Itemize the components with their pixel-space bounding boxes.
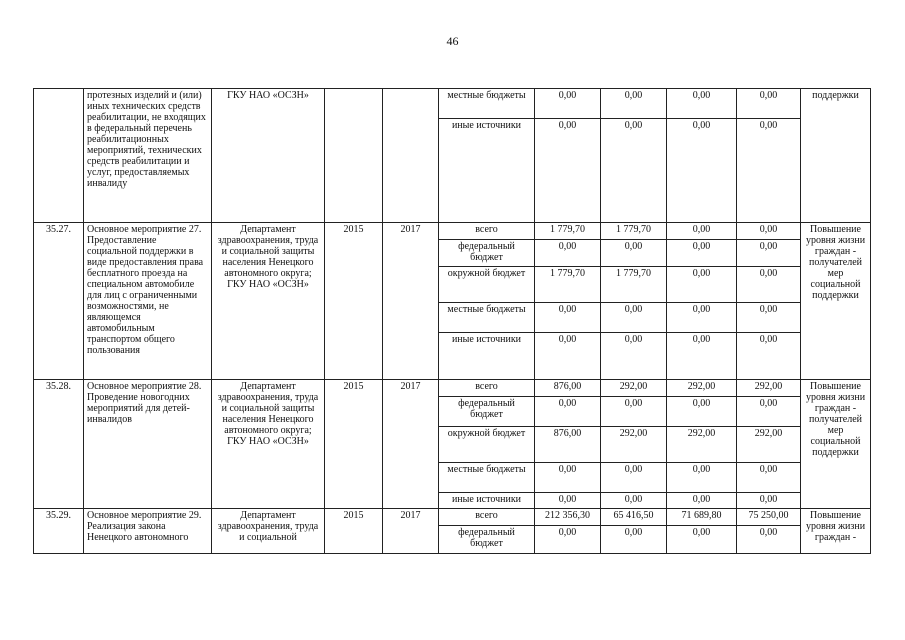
year-end-cell: 2017 [383,509,439,554]
row-number-cell: 35.29. [34,509,84,554]
amount-total-cell: 0,00 [535,303,601,333]
funding-source-cell: иные источники [439,333,535,380]
amount-2017-cell: 0,00 [737,223,801,240]
funding-source-cell: всего [439,509,535,526]
measure-description-cell: Основное мероприятие 29. Реализация закона Ненецкого автономного [84,509,212,554]
funding-source-cell: окружной бюджет [439,267,535,303]
funding-source-cell: местные бюджеты [439,89,535,119]
measures-table [33,88,871,554]
amount-2015-cell: 1 779,70 [601,267,667,303]
page-number: 46 [446,34,459,48]
year-end-cell: 2017 [383,380,439,509]
amount-2015-cell: 0,00 [601,526,667,554]
funding-source-cell: окружной бюджет [439,427,535,463]
amount-total-cell: 0,00 [535,493,601,509]
funding-source-cell: иные источники [439,119,535,223]
amount-2015-cell: 0,00 [601,463,667,493]
table-row [34,89,871,119]
amount-total-cell: 1 779,70 [535,223,601,240]
table-row [34,380,871,397]
funding-source-cell: иные источники [439,493,535,509]
amount-2017-cell: 292,00 [737,427,801,463]
amount-total-cell: 0,00 [535,526,601,554]
table-body [34,89,871,554]
row-number-cell: 35.28. [34,380,84,509]
amount-2015-cell: 0,00 [601,397,667,427]
year-end-cell [383,89,439,223]
amount-2017-cell: 0,00 [737,89,801,119]
amount-2017-cell: 0,00 [737,240,801,267]
executor-cell: Департамент здравоохранения, труда и социальной защиты населения Ненецкого автономного округа; ГКУ НАО «ОСЗН» [212,223,325,380]
expected-result-cell: Повышение уровня жизни граждан - получателей мер социальной поддержки [801,380,871,509]
amount-2015-cell: 0,00 [601,89,667,119]
amount-total-cell: 0,00 [535,463,601,493]
expected-result-cell: поддержки [801,89,871,223]
amount-2016-cell: 0,00 [667,223,737,240]
amount-2017-cell: 0,00 [737,267,801,303]
amount-2015-cell: 0,00 [601,119,667,223]
amount-2016-cell: 292,00 [667,427,737,463]
amount-2016-cell: 71 689,80 [667,509,737,526]
year-start-cell: 2015 [325,509,383,554]
amount-2017-cell: 292,00 [737,380,801,397]
amount-2015-cell: 292,00 [601,380,667,397]
expected-result-cell: Повышение уровня жизни граждан - [801,509,871,554]
year-end-cell: 2017 [383,223,439,380]
row-number-cell: 35.27. [34,223,84,380]
amount-2017-cell: 75 250,00 [737,509,801,526]
executor-cell: Департамент здравоохранения, труда и социальной защиты населения Ненецкого автономного округа; ГКУ НАО «ОСЗН» [212,380,325,509]
table-row [34,223,871,240]
amount-2017-cell: 0,00 [737,397,801,427]
amount-total-cell: 876,00 [535,427,601,463]
amount-2015-cell: 0,00 [601,303,667,333]
amount-total-cell: 0,00 [535,333,601,380]
funding-source-cell: федеральный бюджет [439,240,535,267]
executor-cell: Департамент здравоохранения, труда и социальной [212,509,325,554]
amount-total-cell: 212 356,30 [535,509,601,526]
amount-total-cell: 0,00 [535,119,601,223]
year-start-cell [325,89,383,223]
amount-2015-cell: 292,00 [601,427,667,463]
amount-2015-cell: 0,00 [601,493,667,509]
amount-2016-cell: 292,00 [667,380,737,397]
amount-2016-cell: 0,00 [667,333,737,380]
funding-source-cell: федеральный бюджет [439,397,535,427]
funding-source-cell: федеральный бюджет [439,526,535,554]
funding-source-cell: всего [439,223,535,240]
measure-description-cell: Основное мероприятие 27. Предоставление социальной поддержки в виде предоставления права бесплатного проезда на специальном автомобиле для лиц с ограниченными возможностями, не являющемся автомобильным транспортом общего пользования [84,223,212,380]
funding-source-cell: всего [439,380,535,397]
amount-2016-cell: 0,00 [667,240,737,267]
amount-2016-cell: 0,00 [667,119,737,223]
amount-2015-cell: 0,00 [601,240,667,267]
measure-description-cell: Основное мероприятие 28. Проведение новогодних мероприятий для детей-инвалидов [84,380,212,509]
amount-2016-cell: 0,00 [667,267,737,303]
row-number-cell [34,89,84,223]
amount-2017-cell: 0,00 [737,526,801,554]
amount-2017-cell: 0,00 [737,119,801,223]
funding-source-cell: местные бюджеты [439,463,535,493]
amount-2016-cell: 0,00 [667,397,737,427]
amount-2015-cell: 1 779,70 [601,223,667,240]
amount-total-cell: 1 779,70 [535,267,601,303]
amount-2016-cell: 0,00 [667,89,737,119]
amount-2016-cell: 0,00 [667,526,737,554]
funding-source-cell: местные бюджеты [439,303,535,333]
amount-2017-cell: 0,00 [737,303,801,333]
amount-2016-cell: 0,00 [667,463,737,493]
expected-result-cell: Повышение уровня жизни граждан - получателей мер социальной поддержки [801,223,871,380]
amount-2017-cell: 0,00 [737,333,801,380]
year-start-cell: 2015 [325,223,383,380]
amount-2016-cell: 0,00 [667,303,737,333]
amount-2015-cell: 0,00 [601,333,667,380]
table-row [34,509,871,526]
measure-description-cell: протезных изделий и (или) иных технических средств реабилитации, не входящих в федеральный перечень реабилитационных мероприятий, технических средств реабилитации и услуг, предоставляемых инвалиду [84,89,212,223]
amount-2017-cell: 0,00 [737,493,801,509]
amount-total-cell: 0,00 [535,89,601,119]
amount-total-cell: 876,00 [535,380,601,397]
amount-total-cell: 0,00 [535,397,601,427]
amount-2015-cell: 65 416,50 [601,509,667,526]
amount-total-cell: 0,00 [535,240,601,267]
amount-2016-cell: 0,00 [667,493,737,509]
year-start-cell: 2015 [325,380,383,509]
executor-cell: ГКУ НАО «ОСЗН» [212,89,325,223]
amount-2017-cell: 0,00 [737,463,801,493]
